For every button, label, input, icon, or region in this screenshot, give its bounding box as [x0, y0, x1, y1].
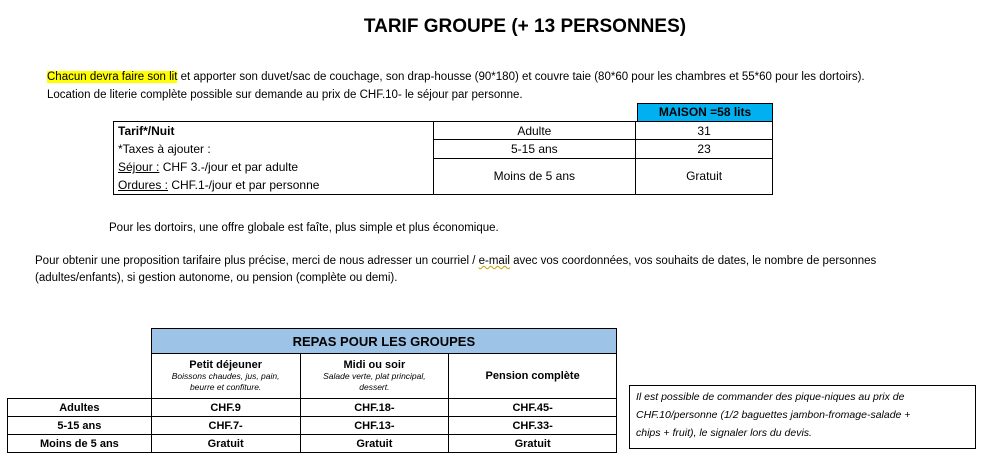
repas-cell: Gratuit	[449, 435, 617, 453]
repas-col-title: Pension complète	[485, 370, 580, 382]
tarif-category: 5-15 ans	[433, 140, 636, 158]
picnic-note-line: chips + fruit), le signaler lors du devis.	[636, 427, 812, 439]
table-row	[8, 435, 617, 453]
repas-col-petit-dejeuner	[151, 354, 300, 399]
repas-col-desc: dessert.	[359, 382, 390, 392]
table-row	[8, 399, 617, 417]
picnic-note	[629, 385, 976, 449]
repas-corner	[8, 329, 152, 354]
tarif-category: Moins de 5 ans	[433, 158, 636, 195]
sejour-label: Séjour :	[118, 160, 160, 174]
repas-col-midi-soir	[300, 354, 449, 399]
repas-cell: CHF.18-	[300, 399, 449, 417]
intro-highlight: Chacun devra faire son lit	[47, 71, 178, 83]
tarif-sejour	[118, 158, 433, 176]
repas-corner-2	[8, 354, 152, 399]
tarif-ordures	[118, 176, 433, 194]
repas-col-pension	[449, 354, 617, 399]
tarif-price: 31	[636, 122, 773, 140]
contact-text-a: Pour obtenir une proposition tarifaire plus précise, merci de nous adresser un courriel /	[35, 255, 479, 267]
repas-cell: Gratuit	[151, 435, 300, 453]
repas-cell: Gratuit	[300, 435, 449, 453]
repas-row-label: Moins de 5 ans	[8, 435, 152, 453]
repas-cell: CHF.13-	[300, 417, 449, 435]
repas-row-label: 5-15 ans	[8, 417, 152, 435]
picnic-note-line: Il est possible de commander des pique-niques au prix de	[636, 391, 905, 403]
repas-row-label: Adultes	[8, 399, 152, 417]
contact-line-2: (adultes/enfants), si gestion autonome, ou pension (complète ou demi).	[35, 272, 398, 284]
tarif-category: Adulte	[433, 122, 636, 140]
repas-cell: CHF.9	[151, 399, 300, 417]
sejour-text: CHF 3.-/jour et par adulte	[159, 160, 299, 174]
repas-header: REPAS POUR LES GROUPES	[151, 329, 616, 354]
contact-text-b: avec vos coordonnées, vos souhaits de dates, le nombre de personnes	[509, 255, 877, 267]
repas-col-desc: Salade verte, plat principal,	[323, 371, 426, 381]
intro-line-2: Location de literie complète possible sur demande au prix de CHF.10- le séjour par personne.	[47, 89, 523, 101]
dortoirs-note: Pour les dortoirs, une offre globale est faîte, plus simple et plus économique.	[109, 222, 499, 234]
picnic-note-line: CHF.10/personne (1/2 baguettes jambon-fromage-salade +	[636, 409, 911, 421]
email-word: e-mail	[478, 255, 510, 267]
contact-line-1	[35, 255, 876, 267]
ordures-text: CHF.1-/jour et par personne	[168, 178, 320, 192]
repas-cell: CHF.7-	[151, 417, 300, 435]
repas-col-title: Midi ou soir	[343, 359, 406, 371]
repas-cell: CHF.33-	[449, 417, 617, 435]
ordures-label: Ordures :	[118, 178, 169, 192]
repas-col-title: Petit déjeuner	[189, 359, 262, 371]
table-row	[8, 417, 617, 435]
tarif-left-cell	[114, 122, 434, 195]
repas-col-desc: Boissons chaudes, jus, pain,	[171, 371, 280, 381]
repas-col-desc: beurre et confiture.	[189, 382, 262, 392]
tarif-price: 23	[636, 140, 773, 158]
tarif-title: Tarif*/Nuit	[118, 124, 175, 138]
tarif-taxes: *Taxes à ajouter :	[118, 142, 211, 156]
tarif-table	[113, 121, 773, 195]
repas-table	[7, 328, 617, 453]
intro-line-1	[47, 71, 865, 83]
intro-line-1-rest: et apporter son duvet/sac de couchage, son drap-housse (90*180) et couvre taie (80*60 pour les chambres et 55*60 pour les dortoirs).	[177, 71, 865, 83]
repas-cell: CHF.45-	[449, 399, 617, 417]
page-title: TARIF GROUPE (+ 13 PERSONNES)	[363, 16, 687, 37]
tarif-price: Gratuit	[636, 158, 773, 195]
maison-header: MAISON =58 lits	[637, 103, 773, 121]
